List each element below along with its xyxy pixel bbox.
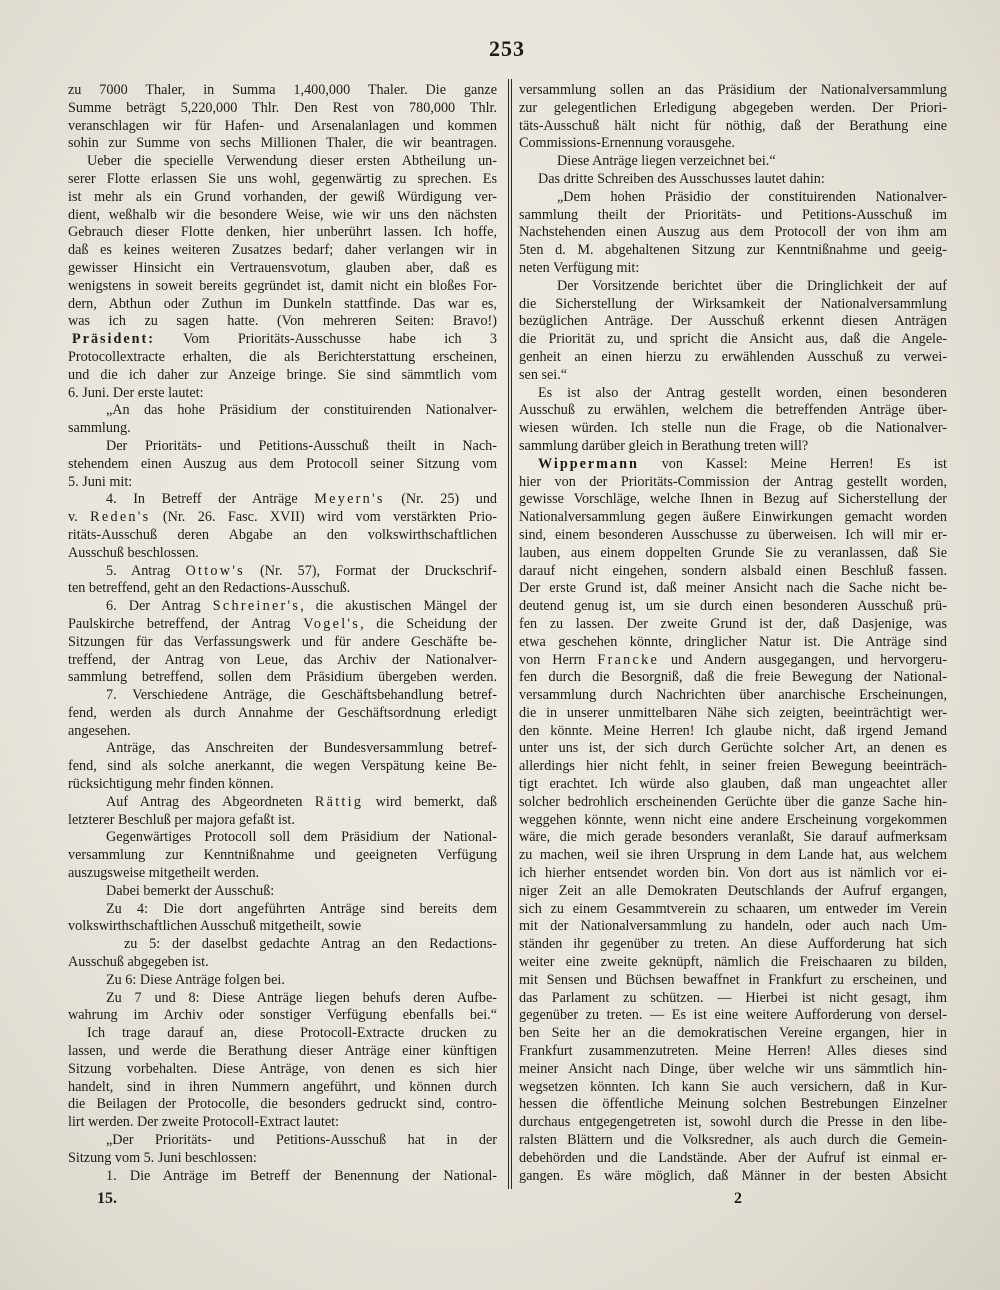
text-segment: , die akustischen Mängel der — [300, 598, 497, 615]
text-segment: (Nr. 57), Format der Druckschrif- — [244, 562, 497, 579]
right-line: den könnte. Meine Herren! Ich glaube nicht, daß irgend Jemand — [519, 722, 947, 739]
right-line: genheit an einen hierzu zu erwählenden Ausschuß zu verwei- — [519, 348, 947, 365]
right-line: tigt erachtet. Ich würde also glauben, daß man ungeachtet aller — [519, 776, 947, 793]
right-line: Es ist also der Antrag gestellt worden, einen besonderen — [538, 384, 947, 401]
left-line: was ich zu sagen hatte. (Von mehreren Seiten: Bravo!) — [68, 313, 497, 330]
spaced-name: Meyern's — [314, 491, 385, 508]
left-line: 1. Die Anträge im Betreff der Benennung der National- — [106, 1167, 497, 1184]
column-divider-line — [511, 79, 512, 1189]
left-line: und die ich daher zur Anzeige bringe. Sie sind sämmtlich vom — [68, 366, 497, 383]
left-line: lassen, und werde die Berathung dieser Anträge einer künftigen — [68, 1043, 497, 1060]
right-line: neten Verfügung mit: — [519, 259, 640, 276]
left-line: daß es keines weiteren Zusatzes bedarf; daher verlangen wir in — [68, 242, 497, 259]
left-line: „An das hohe Präsidium der constituirenden Nationalver- — [106, 402, 497, 419]
right-line: Nationalversammlung gegen äußere Einwirkungen gemacht worden — [519, 509, 947, 526]
left-line: handelt, sind in ihren Nummern angeführt, und können durch — [68, 1078, 497, 1095]
right-line: Das dritte Schreiben des Ausschusses lautet dahin: — [538, 170, 825, 187]
text-segment: Auf Antrag des Abgeordneten — [106, 793, 315, 810]
left-line: ten betreffend, geht an den Redactions-Ausschuß. — [68, 580, 351, 597]
left-line: wahrung im Archiv oder sonstiger Verfügung ebenfalls bei.“ — [68, 1007, 497, 1024]
spaced-name: Vogel's — [303, 615, 361, 632]
left-line: fend, sind als solche anerkannt, die wegen Verspätung keine Be- — [68, 758, 497, 775]
right-text-column — [519, 82, 947, 1185]
left-line: gewisser Hinsicht ein Vertrauensvotum, glauben aber, daß es — [68, 259, 497, 276]
right-line — [519, 652, 947, 670]
column-divider-line — [508, 79, 509, 1189]
left-line — [68, 598, 497, 616]
left-line — [68, 331, 497, 349]
right-line: das Parlament zu schützen. — Hierbei ist nicht gesagt, ihm — [519, 989, 947, 1006]
left-line: 7. Verschiedene Anträge, die Geschäftsbehandlung betref- — [106, 687, 497, 704]
right-line: gegenüber zu treten. — Es ist eine weitere Aufforderung von dersel- — [519, 1007, 947, 1024]
left-line: Protocollextracte erhalten, die als Berichterstattung erscheinen, — [68, 348, 497, 365]
right-line: fen zu lassen. Der zweite Grund ist der, daß Dasjenige, was — [519, 615, 947, 632]
right-line: weggehen könnte, wenn nicht eine andere Erscheinung vorgekommen — [519, 811, 947, 828]
right-line: 5ten d. M. abgehaltenen Sitzung zur Kenntnißnahme und geeig- — [519, 242, 947, 259]
right-line: Der erste Grund ist, daß meiner Ansicht nach die Sache nicht be- — [519, 580, 947, 597]
right-line: weiter eine zweite geknüpft, nämlich die Freischaaren zu bilden, — [519, 954, 947, 971]
spaced-name: Schreiner's — [212, 598, 301, 615]
right-line: sen sei.“ — [519, 366, 568, 383]
spaced-name: Ottow's — [185, 562, 245, 579]
speech-text: von Kassel: Meine Herren! Es ist — [638, 455, 947, 472]
left-line: Ueber die specielle Verwendung dieser ersten Abtheilung un- — [87, 153, 497, 170]
right-line — [519, 456, 947, 474]
left-line: Ausschuß beschlossen. — [68, 544, 199, 561]
right-line: bezüglichen Anträge. Der Ausschuß erkennt diesen Anträgen — [519, 313, 947, 330]
text-segment: 4. In Betreff der Anträge — [106, 491, 315, 508]
left-line: dient, weßhalb wir die besondere Weise, wie wir uns den nächsten — [68, 206, 497, 223]
right-line: Diese Anträge liegen verzeichnet bei.“ — [557, 153, 776, 170]
left-line: 5. Juni mit: — [68, 473, 133, 490]
right-line: „Dem hohen Präsidio der constituirenden Nationalver- — [557, 188, 947, 205]
left-line: rücksichtigung mehr finden können. — [68, 776, 274, 793]
left-line: versammlung zur Kenntnißnahme und geeigneten Verfügung — [68, 847, 497, 864]
right-line: versammlung sollen an das Präsidium der Nationalversammlung — [519, 82, 947, 98]
right-line: Frankfurt zusammenzutreten. Meine Herren! Alles dieses sind — [519, 1043, 947, 1060]
left-line: sammlung betreffend, sollen dem Präsidium übergeben werden. — [68, 669, 497, 686]
spaced-name: Reden's — [90, 509, 151, 526]
left-line: sohin zur Summe von sechs Millionen Thaler, die wir beantragen. — [68, 135, 497, 152]
right-line: mit der Nationalversammlung zu handeln, oder auch nach Um- — [519, 918, 947, 935]
left-line: treffend, der Antrag von Leue, das Archiv der Nationalver- — [68, 651, 497, 668]
left-line: Ausschuß abgegeben ist. — [68, 954, 209, 971]
right-line: allerdings hier nicht fehlt, in seiner freien Bewegung beeinträch- — [519, 758, 947, 775]
text-segment: , die Scheidung der — [360, 615, 497, 632]
right-line: ralsten Blättern und die Volksredner, als auch durch die Gemein- — [519, 1132, 947, 1149]
right-line: sammlung darüber gleich in Berathung treten will? — [519, 437, 809, 454]
left-line: Dabei bemerkt der Ausschuß: — [106, 882, 275, 899]
right-line: gangen. Es wäre möglich, daß Männer in der besten Absicht — [519, 1167, 947, 1184]
text-segment: (Nr. 25) und — [384, 491, 497, 508]
speaker-name: Präsident: — [72, 331, 155, 348]
left-line: Gegenwärtiges Protocoll soll dem Präsidium der National- — [106, 829, 497, 846]
left-line: Sitzung vom 5. Juni beschlossen: — [68, 1149, 257, 1166]
left-line: Der Prioritäts- und Petitions-Ausschuß theilt in Nach- — [106, 437, 497, 454]
right-line: Ausschuß zu erwählen, welchem die betreffenden Anträge über- — [519, 402, 947, 419]
page-number: 253 — [489, 36, 525, 61]
right-line: mit Sensen und Büchsen bewaffnet in Frankfurt zu erscheinen, und — [519, 971, 947, 988]
text-segment: wird bemerkt, daß — [363, 793, 497, 810]
right-line: Der Vorsitzende berichtet über die Dringlichkeit der auf — [557, 277, 947, 294]
left-line: volkswirthschaftlichen Ausschuß mitgetheilt, sowie — [68, 918, 362, 935]
right-line: hier von der Prioritäts-Commission der Antrag gestellt worden, — [519, 473, 947, 490]
sheet-number: 2 — [734, 1190, 742, 1207]
left-line: serer Flotte erlassen Sie uns wohl, gegenwärtig zu sprechen. Es — [68, 170, 497, 187]
right-line: gewisse Vorschläge, welche Ihnen in Bezug auf Sicherstellung der — [519, 491, 947, 508]
left-line: auszugsweise mitgetheilt werden. — [68, 865, 260, 882]
right-line: durchaus entgegengetreten ist, sowohl durch die Presse in den libe- — [519, 1114, 947, 1131]
spaced-name: Rättig — [314, 793, 364, 810]
left-line: 6. Juni. Der erste lautet: — [68, 384, 204, 401]
text-segment: Paulskirche betreffend, der Antrag — [68, 615, 304, 632]
right-line: fen durch die Besorgniß, daß die freie Bewegung der National- — [519, 669, 947, 686]
left-line: zu 5: der daselbst gedachte Antrag an den Redactions- — [124, 936, 497, 953]
right-line: unter uns ist, der sich durch Gerüchte solcher Art, an denen es — [519, 740, 947, 757]
left-line — [68, 563, 497, 581]
text-segment: von Herrn — [519, 651, 598, 668]
right-line: hessen die öffentliche Meinung solchen Bestrebungen Einzelner — [519, 1096, 947, 1113]
right-line: die Priorität zu, und spricht die Ansicht aus, daß die Angele- — [519, 331, 947, 348]
right-line: Commissions-Ernennung vorausgehe. — [519, 135, 735, 152]
right-line: ich hierher entsendet worden bin. Von dort aus ist nämlich vor ei- — [519, 865, 947, 882]
text-segment: v. — [68, 509, 91, 526]
left-line: fend, werden als durch Annahme der Geschäftsordnung erledigt — [68, 704, 497, 721]
left-line: sammlung. — [68, 420, 131, 437]
left-line — [68, 491, 497, 509]
left-line: Gebrauch dieser Flotte denken, hier unberührt lassen. Ich hoffe, — [68, 224, 497, 241]
left-line: Zu 7 und 8: Diese Anträge liegen behufs deren Aufbe- — [106, 989, 497, 1006]
left-line: „Der Prioritäts- und Petitions-Ausschuß hat in der — [106, 1132, 497, 1149]
left-line — [68, 616, 497, 634]
left-line: zu 7000 Thaler, in Summa 1,400,000 Thaler. Die ganze — [68, 82, 497, 98]
right-line: deutend genug ist, um sie durch einen besonderen Ausschuß prü- — [519, 598, 947, 615]
right-line: Nachstehenden einen Auszug aus dem Protocoll der von ihm am — [519, 224, 947, 241]
right-line: etwa geschehen könnte, dringlicher Natur ist. Die Anträge sind — [519, 633, 947, 650]
speech-text: Vom Prioritäts-Ausschusse habe ich 3 — [154, 331, 497, 348]
signature-mark: 15. — [97, 1190, 117, 1207]
left-line: Anträge, das Anschreiten der Bundesversammlung betref- — [106, 740, 497, 757]
text-segment: 6. Der Antrag — [106, 598, 213, 615]
left-text-column — [68, 82, 497, 1185]
left-line: lirt werden. Der zweite Protocoll-Extract lautet: — [68, 1114, 340, 1131]
left-line: Summe beträgt 5,220,000 Thlr. Den Rest von 780,000 Thlr. — [68, 99, 497, 116]
left-line — [68, 794, 497, 812]
right-line: versammlung durch Nachrichten über anarchische Erscheinungen, — [519, 687, 947, 704]
right-line: niger Zeit an alle Demokraten Deutschlands der Aufruf ergangen, — [519, 882, 947, 899]
right-line: zu machen, weil sie ihren Ursprung in dem Lande hat, aus welchem — [519, 847, 947, 864]
right-line: ständen ihr gegenüber zu treten. An diese Aufforderung hat sich — [519, 936, 947, 953]
right-line: täts-Ausschuß hält nicht für nöthig, daß der Berathung eine — [519, 117, 947, 134]
text-segment: und Andern ausgegangen, und hervorgeru- — [659, 651, 947, 668]
right-line: solcher bedrohlich erscheinenden Gerüchte über die ganze Sache hin- — [519, 793, 947, 810]
right-line: sich zu einem Gesammtverein zu schaaren, um entweder im Verein — [519, 900, 947, 917]
right-line: die in unserer unmittelbaren Nähe sich zeigten, beeinträchtigt wer- — [519, 704, 947, 721]
left-line: veranschlagen wir für Hafen- und Arsenalanlagen und kommen — [68, 117, 497, 134]
left-line: Ich trage darauf an, diese Protocoll-Extracte drucken zu — [87, 1025, 497, 1042]
left-line: wenigstens in soweit bereits gegründet ist, damit nicht ein bloßes For- — [68, 277, 497, 294]
left-line: letzterer Beschluß per majora gefaßt ist. — [68, 811, 295, 828]
left-line — [68, 509, 497, 527]
left-line: angesehen. — [68, 722, 131, 739]
right-line: wegsetzen könnten. Ich kann Sie auch versichern, daß in Kur- — [519, 1078, 947, 1095]
right-line: wiesen würden. Ich stelle nun die Frage, ob die Nationalver- — [519, 420, 947, 437]
left-line: ist mehr als ein Grund vorhanden, der gewiß Würdigung ver- — [68, 188, 497, 205]
left-line: die Beilagen der Protocolle, die besonders gedruckt sind, contro- — [68, 1096, 497, 1113]
left-line: stehendem einen Auszug aus dem Protocoll seiner Sitzung vom — [68, 455, 497, 472]
left-line: Zu 4: Die dort angeführten Anträge sind bereits dem — [106, 900, 497, 917]
right-line: ben Seite her an die demokratischen Vereine ergangen, hier in — [519, 1025, 947, 1042]
left-line: Sitzungen für das Verfassungswerk und für andere Geschäfte be- — [68, 633, 497, 650]
left-line: Zu 6: Diese Anträge folgen bei. — [106, 971, 285, 988]
right-line: darauf nicht eingehen, sondern alsbald einen Beschluß fassen. — [519, 562, 947, 579]
right-line: zur gelegentlichen Erledigung abgegeben werden. Der Priori- — [519, 99, 947, 116]
spaced-name: Francke — [597, 651, 660, 668]
right-line: wäre, die mich gerade besonders veranlaßt, Sie darauf aufmerksam — [519, 829, 947, 846]
right-line: sammlung theilt der Prioritäts- und Petitions-Ausschuß im — [519, 206, 947, 223]
left-line: dern, Abthun oder Zuthun im Dunkeln stattfinde. Das war es, — [68, 295, 497, 312]
right-line: debehörden und die Landstände. Aber der Aufruf ist einmal er- — [519, 1149, 947, 1166]
left-line: Sitzung vorbehalten. Diese Anträge, von denen es sich hier — [68, 1060, 497, 1077]
right-line: die Sicherstellung der Wirksamkeit der Nationalversammlung — [519, 295, 947, 312]
right-line: lauben, aus einem doppelten Grunde Sie zu veranlassen, daß Sie — [519, 544, 947, 561]
right-line: sind, einem besonderen Ausschusse zu überweisen. Ich will mir er- — [519, 526, 947, 543]
speaker-name: Wippermann — [538, 455, 639, 472]
text-segment: 5. Antrag — [106, 562, 186, 579]
right-line: meiner Ansicht nach Dinge, über welche wir uns sämmtlich hin- — [519, 1060, 947, 1077]
text-segment: (Nr. 26. Fasc. XVII) wird vom verstärkten Prio- — [150, 509, 497, 526]
left-line: ritäts-Ausschuß deren Abgabe an den volkswirthschaftlichen — [68, 526, 497, 543]
